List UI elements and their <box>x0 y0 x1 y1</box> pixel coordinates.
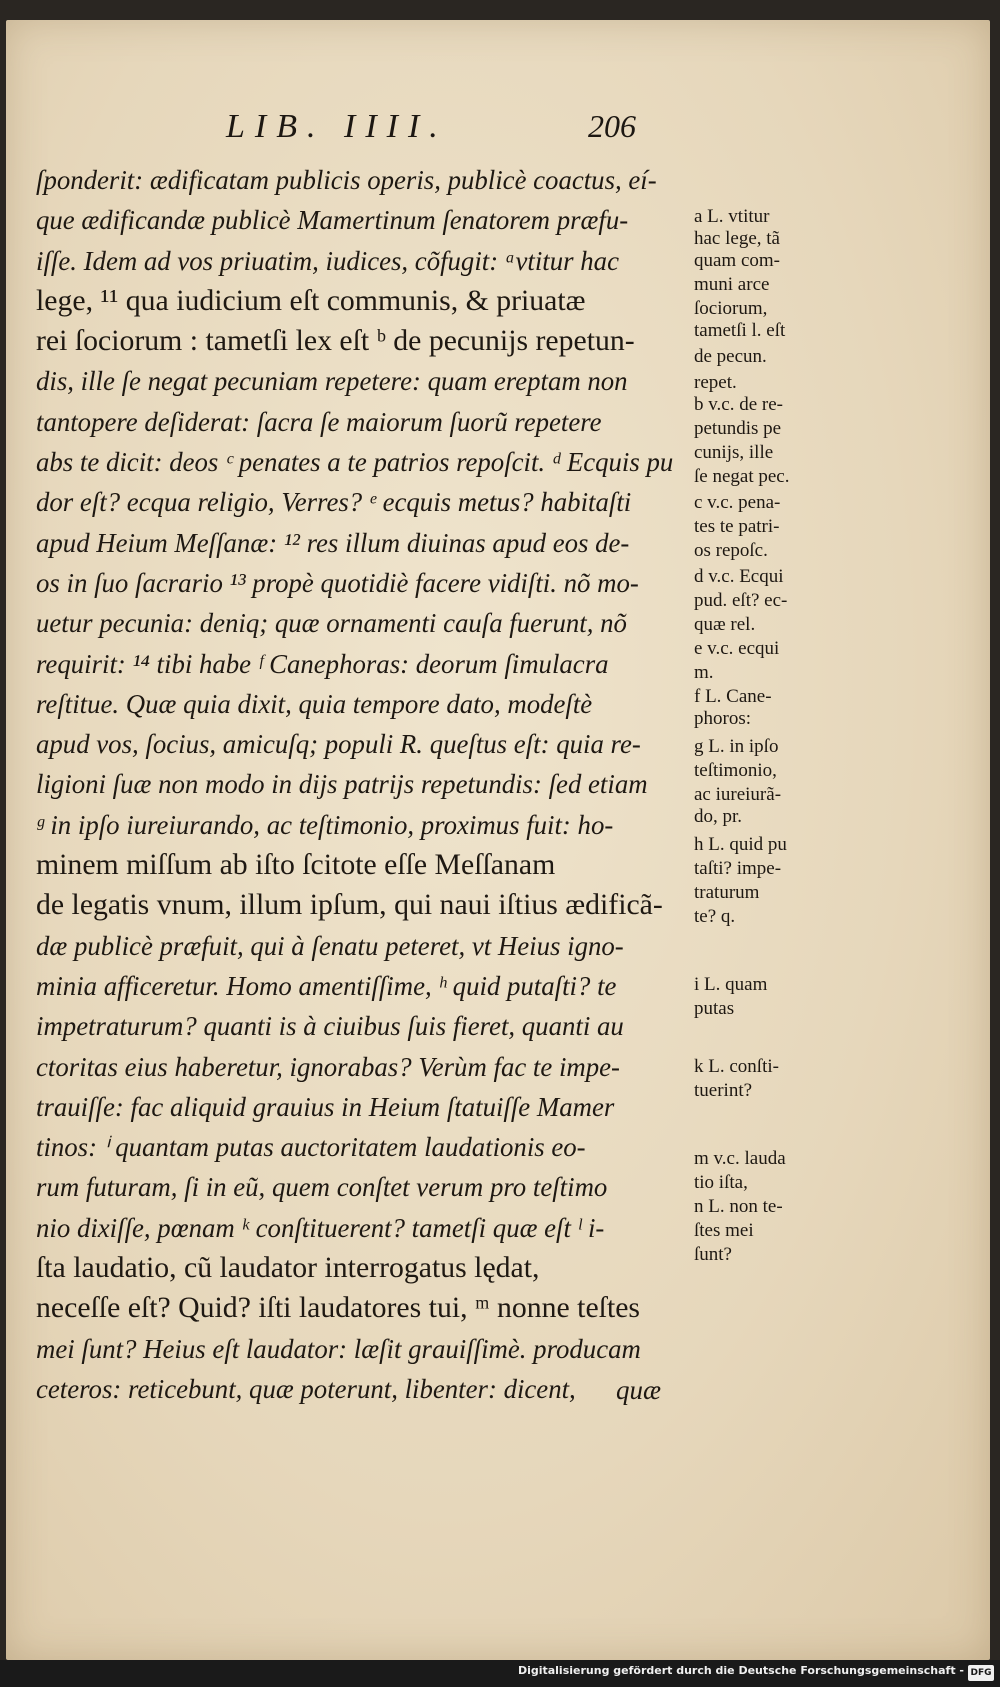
text-line: apud Heium Meſſanæ: ¹² res illum diuinas apud eos de- <box>36 527 630 558</box>
margin-note: de pecun. <box>694 346 767 367</box>
text-line: dis, ille ſe negat pecuniam repetere: quam ereptam non <box>36 366 628 397</box>
margin-note: f L. Cane- <box>694 686 772 707</box>
text-line: rei ſociorum : tametſi lex eſt ᵇ de pecunijs repetun- <box>36 324 635 358</box>
margin-note: muni arce <box>694 274 770 295</box>
margin-note: b v.c. de re- <box>694 394 783 415</box>
margin-note: a L. vtitur <box>694 206 770 227</box>
margin-note: hac lege, tã <box>694 228 780 249</box>
margin-note: c v.c. pena- <box>694 492 781 513</box>
book-page <box>6 20 990 1660</box>
margin-note: n L. non te- <box>694 1196 783 1217</box>
text-line: os in ſuo ſacrario ¹³ propè quotidiè facere vidiſti. nõ mo- <box>36 567 639 598</box>
text-line: nio dixiſſe, pœnam ᵏ conſtituerent? tametſi quæ eſt ˡ i- <box>36 1212 605 1243</box>
margin-note: ſociorum, <box>694 298 768 319</box>
margin-note: quam com- <box>694 250 781 271</box>
text-line: ſta laudatio, cũ laudator interrogatus lędat, <box>36 1251 540 1285</box>
text-line: rum futuram, ſi in eũ, quem conſtet verum pro teſtimo <box>36 1172 608 1203</box>
margin-note: tuerint? <box>694 1080 753 1101</box>
margin-note: repet. <box>694 372 737 393</box>
text-line: neceſſe eſt? Quid? iſti laudatores tui, ᵐ nonne teſtes <box>36 1291 641 1325</box>
text-line: que ædificandæ publicè Mamertinum ſenatorem præfu- <box>36 205 629 236</box>
margin-note: e v.c. ecqui <box>694 638 780 659</box>
margin-note: m v.c. lauda <box>694 1148 786 1169</box>
margin-note: ſunt? <box>694 1244 732 1265</box>
text-line: tinos: ⁱ quantam putas auctoritatem laudationis eo- <box>36 1132 586 1163</box>
text-line: requirit: ¹⁴ tibi habe ᶠ Canephoras: deorum ſimulacra <box>36 648 609 679</box>
margin-note: ſe negat pec. <box>694 466 790 487</box>
margin-note: quæ rel. <box>694 614 756 635</box>
dfg-logo-icon: DFG <box>968 1665 994 1681</box>
text-line: uetur pecunia: deniq; quæ ornamenti cauſa fuerunt, nõ <box>36 608 627 639</box>
text-line: ligioni ſuæ non modo in dijs patrijs repetundis: ſed etiam <box>36 769 648 800</box>
margin-note: phoros: <box>694 708 751 729</box>
margin-note: petundis pe <box>694 418 782 439</box>
text-line: ᵍ in ipſo iureiurando, ac teſtimonio, proximus fuit: ho- <box>36 809 614 840</box>
page-number: 206 <box>588 108 636 144</box>
text-line: impetraturum? quanti is à ciuibus ſuis fieret, quanti au <box>36 1011 624 1042</box>
margin-note: m. <box>694 662 714 683</box>
margin-note: tio iſta, <box>694 1172 748 1193</box>
margin-note: h L. quid pu <box>694 834 787 855</box>
catchword: quæ <box>616 1375 662 1405</box>
margin-note: pud. eſt? ec- <box>694 590 788 611</box>
margin-note: os repoſc. <box>694 540 768 561</box>
margin-note: taſti? impe- <box>694 858 782 879</box>
text-line: apud vos, ſocius, amicuſq; populi R. queſtus eſt: quia re- <box>36 729 641 760</box>
margin-note: te? q. <box>694 906 736 927</box>
text-line: lege, ¹¹ qua iudicium eſt communis, & priuatæ <box>36 283 586 317</box>
text-line: tantopere deſiderat: ſacra ſe maiorum ſuorũ repetere <box>36 406 602 437</box>
text-line: trauiſſe: fac aliquid grauius in Heium ſtatuiſſe Mamer <box>36 1091 615 1122</box>
text-line: reſtitue. Quæ quia dixit, quia tempore dato, modeſtè <box>36 688 593 719</box>
text-line: dæ publicè præfuit, qui à ſenatu peteret, vt Heius igno- <box>36 930 624 961</box>
margin-note: do, pr. <box>694 806 743 827</box>
text-line: ctoritas eius haberetur, ignorabas? Verùm fac te impe- <box>36 1051 620 1082</box>
text-line: de legatis vnum, illum ipſum, qui naui iſtius ædificã- <box>36 888 663 922</box>
margin-note: i L. quam <box>694 974 768 995</box>
text-line: dor eſt? ecqua religio, Verres? ᵉ ecquis metus? habitaſti <box>36 487 632 518</box>
margin-note: traturum <box>694 882 760 903</box>
margin-note: ſtes mei <box>694 1220 754 1241</box>
margin-note: teſtimonio, <box>694 760 777 781</box>
main-text-column <box>36 160 696 1409</box>
text-line: ſponderit: ædificatam publicis operis, publicè coactus, eí- <box>36 165 657 195</box>
text-line: abs te dicit: deos ᶜ penates a te patrios repoſcit. ᵈ Ecquis pu <box>36 447 674 478</box>
text-line: minia afficeretur. Homo amentiſſime, ʰ quid putaſti? te <box>36 970 617 1001</box>
digitization-credit: Digitalisierung gefördert durch die Deutsche Forschungsgemeinschaft - <box>517 1664 964 1677</box>
margin-note: d v.c. Ecqui <box>694 566 784 587</box>
margin-note: g L. in ipſo <box>694 736 779 757</box>
text-line: iſſe. Idem ad vos priuatim, iudices, cõfugit: ᵃvtitur hac <box>36 245 619 276</box>
text-line: minem miſſum ab iſto ſcitote eſſe Meſſanam <box>36 848 556 882</box>
margin-note: k L. conſti- <box>694 1056 779 1077</box>
margin-note: putas <box>694 998 735 1019</box>
margin-note: tes te patri- <box>694 516 780 537</box>
text-line: ceteros: reticebunt, quæ poterunt, libenter: dicent, <box>36 1373 576 1404</box>
text-line: mei ſunt? Heius eſt laudator: læſit grauiſſimè. producam <box>36 1333 641 1364</box>
footer-bar <box>0 1660 1000 1687</box>
margin-note: ac iureiurã- <box>694 784 782 805</box>
page-header <box>6 108 990 158</box>
margin-note: tametſi l. eſt <box>694 320 786 341</box>
running-head: LIB. IIII. <box>226 108 448 145</box>
margin-note: cunijs, ille <box>694 442 774 463</box>
